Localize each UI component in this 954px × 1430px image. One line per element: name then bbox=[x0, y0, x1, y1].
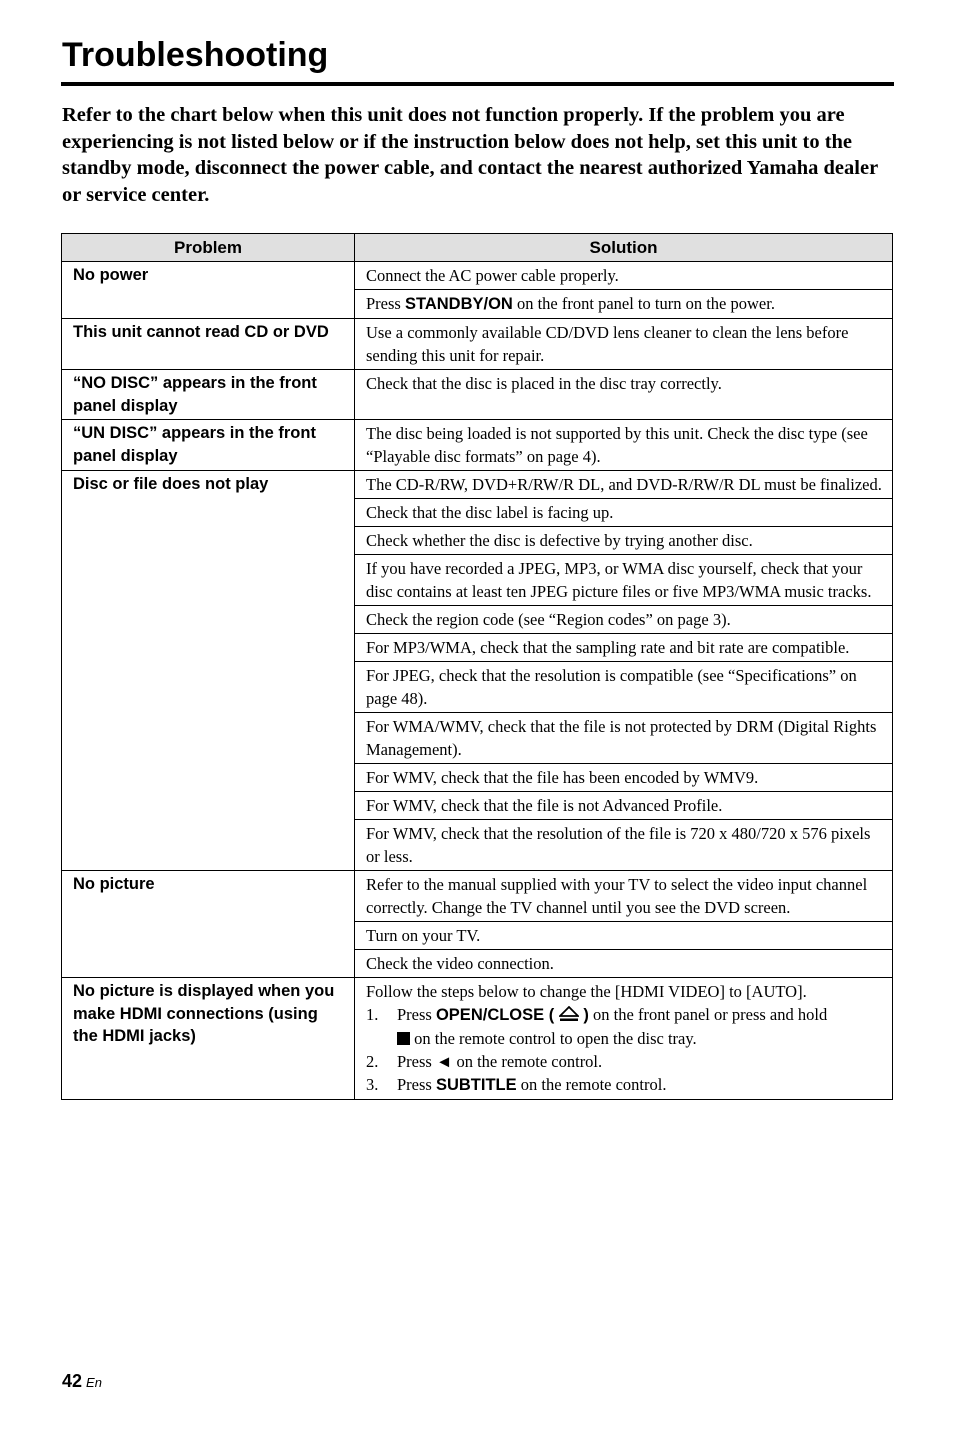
solution-cell: For MP3/WMA, check that the sampling rate and bit rate are compatible. bbox=[355, 634, 893, 662]
solution-cell: For WMV, check that the file is not Advanced Profile. bbox=[355, 792, 893, 820]
problem-cell: “UN DISC” appears in the front panel display bbox=[62, 420, 355, 471]
solution-cell bbox=[355, 978, 893, 1100]
page-number: 42 bbox=[62, 1371, 83, 1391]
intro-paragraph: Refer to the chart below when this unit does not function properly. If the problem you are experiencing is not listed below or if the instruction below does not help, set this unit to the standby mode, disconnect the power cable, and contact the nearest authorized Yamaha dealer or service center. bbox=[62, 104, 878, 206]
hdmi-step-3: 3. Press SUBTITLE on the remote control. bbox=[366, 1075, 667, 1094]
solution-cell: For WMV, check that the file has been encoded by WMV9. bbox=[355, 764, 893, 792]
hdmi-steps bbox=[366, 1003, 884, 1097]
solution-cell: Check that the disc label is facing up. bbox=[355, 499, 893, 527]
problem-cell: This unit cannot read CD or DVD bbox=[62, 319, 355, 370]
solution-cell: Check the video connection. bbox=[355, 950, 893, 978]
problem-cell: No picture bbox=[62, 871, 355, 978]
solution-cell: For WMA/WMV, check that the file is not protected by DRM (Digital Rights Management). bbox=[355, 713, 893, 764]
problem-cell: Disc or file does not play bbox=[62, 471, 355, 871]
solution-cell: Refer to the manual supplied with your TV to select the video input channel correctly. Change the TV channel until you see the DVD screen. bbox=[355, 871, 893, 922]
solution-cell: Check that the disc is placed in the disc tray correctly. bbox=[355, 370, 893, 420]
solution-cell: The CD-R/RW, DVD+R/RW/R DL, and DVD-R/RW/R DL must be finalized. bbox=[355, 471, 893, 499]
table-row bbox=[62, 420, 893, 471]
troubleshooting-table bbox=[61, 233, 893, 1100]
table-row bbox=[62, 871, 893, 922]
solution-cell: Press STANDBY/ON on the front panel to turn on the power. bbox=[355, 290, 893, 319]
page-title: Troubleshooting bbox=[62, 36, 329, 74]
solution-cell: For JPEG, check that the resolution is compatible (see “Specifications” on page 48). bbox=[355, 662, 893, 713]
page-footer bbox=[62, 1371, 102, 1392]
open-close-key: OPEN/CLOSE bbox=[435, 1006, 545, 1024]
header-solution: Solution bbox=[355, 234, 893, 262]
stop-icon bbox=[397, 1032, 410, 1045]
table-body bbox=[62, 262, 893, 1100]
solution-cell: Check whether the disc is defective by trying another disc. bbox=[355, 527, 893, 555]
solution-cell: If you have recorded a JPEG, MP3, or WMA disc yourself, check that your disc contains at least ten JPEG picture files or five MP3/WMA music tracks. bbox=[355, 555, 893, 606]
subtitle-key: SUBTITLE bbox=[435, 1076, 517, 1094]
hdmi-step-1: 1. Press OPEN/CLOSE ( ) on the front panel or press and hold on the remote control to open the disc tray. bbox=[366, 1005, 828, 1048]
eject-icon bbox=[559, 1006, 579, 1022]
problem-cell: No picture is displayed when you make HDMI connections (using the HDMI jacks) bbox=[62, 978, 355, 1100]
hdmi-intro: Follow the steps below to change the [HDMI VIDEO] to [AUTO]. bbox=[366, 982, 807, 1001]
hdmi-step-2: 2. Press ◄ on the remote control. bbox=[366, 1052, 603, 1071]
solution-cell: Use a commonly available CD/DVD lens cleaner to clean the lens before sending this unit for repair. bbox=[355, 319, 893, 370]
table-header-row bbox=[62, 234, 893, 262]
table-row bbox=[62, 370, 893, 420]
header-problem: Problem bbox=[62, 234, 355, 262]
table-row bbox=[62, 319, 893, 370]
problem-cell: No power bbox=[62, 262, 355, 319]
table-row bbox=[62, 471, 893, 499]
table-row bbox=[62, 262, 893, 290]
problem-cell: “NO DISC” appears in the front panel display bbox=[62, 370, 355, 420]
solution-cell: Connect the AC power cable properly. bbox=[355, 262, 893, 290]
left-arrow-icon: ◄ bbox=[435, 1052, 453, 1071]
table-row-hdmi bbox=[62, 978, 893, 1100]
solution-cell: Check the region code (see “Region codes” on page 3). bbox=[355, 606, 893, 634]
standby-on-key: STANDBY/ON bbox=[404, 295, 513, 313]
solution-cell: The disc being loaded is not supported by this unit. Check the disc type (see “Playable disc formats” on page 4). bbox=[355, 420, 893, 471]
solution-cell: Turn on your TV. bbox=[355, 922, 893, 950]
title-rule bbox=[61, 82, 894, 86]
solution-cell: For WMV, check that the resolution of the file is 720 x 480/720 x 576 pixels or less. bbox=[355, 820, 893, 871]
page-language: En bbox=[86, 1375, 102, 1390]
